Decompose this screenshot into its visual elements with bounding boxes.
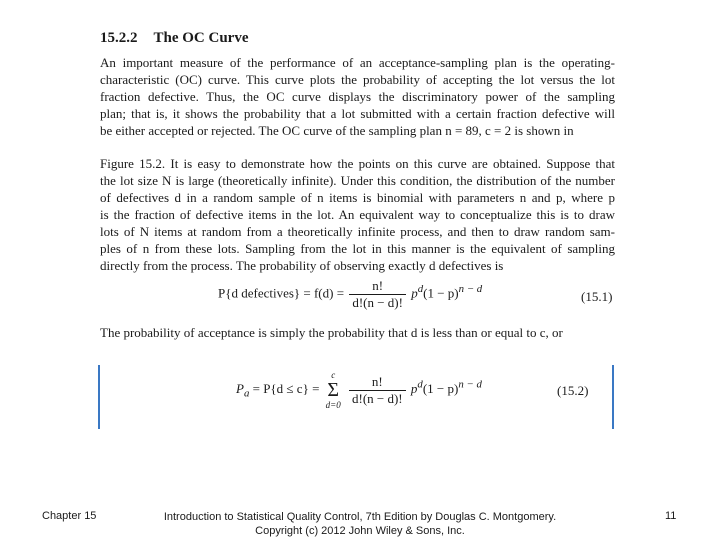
paragraph-line: ples of n from these lots. Sampling from the lot in this manner is the equivalent of sampling — [100, 241, 615, 256]
equation-exponent: n − d — [458, 378, 482, 391]
fraction-numerator: n! — [349, 374, 406, 391]
paragraph-line: An important measure of the performance of an acceptance-sampling plan is the operating- — [100, 55, 615, 70]
fraction-denominator: d!(n − d)! — [351, 390, 403, 406]
summation — [326, 370, 341, 410]
section-title: The OC Curve — [153, 30, 249, 46]
paragraph-line: directly from the process. The probability of observing exactly d defectives is — [100, 258, 504, 273]
paragraph-line: of defectives d in a random sample of n items is binomial with parameters n and p, where p — [100, 190, 615, 205]
fraction-denominator: d!(n − d)! — [352, 295, 403, 310]
equation-middle: = P{d ≤ c} = — [252, 380, 320, 396]
equation-subscript: a — [243, 387, 250, 400]
paragraph-acceptance — [100, 324, 615, 341]
footer-chapter: Chapter 15 — [42, 510, 97, 522]
equation-number: (15.1) — [581, 289, 613, 304]
section-heading — [100, 30, 249, 47]
footer-page-number: 11 — [665, 510, 677, 522]
paragraph-line: Figure 15.2. It is easy to demonstrate how the points on this curve are obtained. Suppose that — [100, 156, 615, 171]
equation-15-1 — [218, 278, 482, 311]
equation-exponent: n − d — [458, 283, 483, 296]
equation-exponent: d — [417, 283, 424, 296]
equation-term: (1 − p) — [423, 285, 459, 301]
footer-citation-line: Introduction to Statistical Quality Control, 7th Edition by Douglas C. Montgomery. — [163, 511, 557, 523]
equation-15-2 — [236, 370, 482, 410]
footer-copyright-line: Copyright (c) 2012 John Wiley & Sons, Inc. — [255, 525, 465, 537]
section-number: 15.2.2 — [100, 30, 138, 46]
paragraph-line: The probability of acceptance is simply the probability that d is less than or equal to c, or — [100, 325, 563, 340]
equation-box-right-bar — [612, 365, 614, 429]
equation-number: (15.2) — [557, 383, 589, 398]
equation-fraction — [349, 278, 406, 311]
equation-term: p — [411, 285, 418, 301]
paragraph-line: plan; that is, it shows the probability that a lot submitted with a certain fraction defective will — [100, 106, 615, 121]
equation-lhs: P — [236, 380, 244, 396]
paragraph-line: characteristic (OC) curve. This curve plots the probability of accepting the lot versus the lot — [100, 72, 615, 87]
paragraph-line: lots of N items at random from a theoretically infinite process, and then to draw random sam- — [100, 224, 615, 239]
footer-citation — [150, 510, 570, 538]
fraction-numerator: n! — [349, 278, 406, 295]
paragraph-line: fraction defective. Thus, the OC curve displays the discriminatory power of the sampling — [100, 89, 615, 104]
equation-term: (1 − p) — [422, 380, 459, 396]
paragraph-binomial-explanation — [100, 155, 615, 274]
summation-upper: c — [331, 370, 336, 380]
equation-lhs: P{d defectives} = f(d) = — [218, 285, 345, 301]
summation-symbol: Σ — [327, 379, 340, 401]
equation-exponent: d — [417, 378, 423, 391]
paragraph-line: the lot size N is large (theoretically infinite). Under this condition, the distribution of the number — [100, 173, 615, 188]
equation-box-left-bar — [98, 365, 100, 429]
paragraph-line: is the fraction of defective items in the lot. An equivalent way to conceptualize this is to draw — [100, 207, 615, 222]
summation-lower: d=0 — [325, 400, 341, 410]
paragraph-oc-definition — [100, 54, 615, 139]
equation-fraction — [349, 374, 406, 407]
paragraph-line: be either accepted or rejected. The OC curve of the sampling plan n = 89, c = 2 is shown in — [100, 123, 574, 138]
equation-term: p — [410, 380, 418, 396]
